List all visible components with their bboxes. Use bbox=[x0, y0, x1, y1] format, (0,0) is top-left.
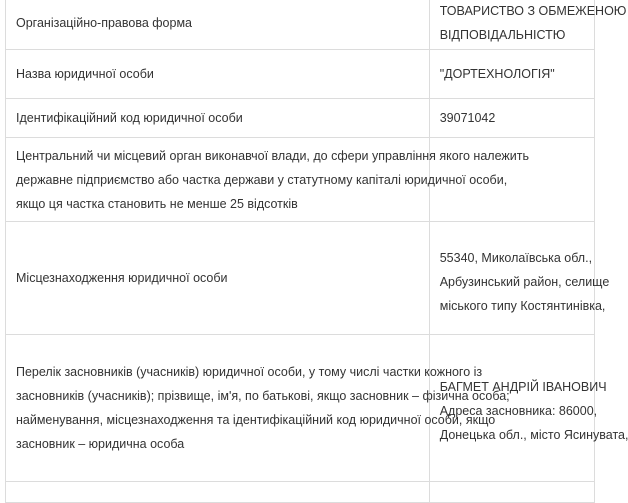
row-identification-code bbox=[6, 99, 595, 138]
row-value bbox=[429, 222, 610, 335]
value-text: "ДОРТЕХНОЛОГІЯ" bbox=[439, 67, 555, 81]
label-text: засновник – юридична особа bbox=[16, 437, 185, 451]
row-value-empty bbox=[429, 482, 594, 503]
value-text: міського типу Костянтинівка, bbox=[439, 299, 606, 313]
label-text: якщо ця частка становить не менше 25 відсотків bbox=[16, 196, 298, 211]
label-text: Місцезнаходження юридичної особи bbox=[16, 271, 228, 285]
row-value bbox=[429, 50, 594, 99]
legal-entity-table bbox=[5, 0, 628, 503]
row-label bbox=[6, 50, 430, 99]
label-text: найменування, місцезнаходження та ідентифікаційний код юридичної особи, якщо bbox=[16, 413, 496, 427]
label-text: Ідентифікаційний код юридичної особи bbox=[16, 111, 243, 125]
row-label bbox=[6, 99, 430, 138]
row-value bbox=[429, 99, 594, 138]
row-entity-name bbox=[6, 50, 595, 99]
label-text: Перелік засновників (учасників) юридичної особи, у тому числі частки кожного із bbox=[16, 365, 483, 379]
value-text: Арбузинський район, селище bbox=[439, 275, 610, 289]
label-text: Назва юридичної особи bbox=[16, 67, 154, 81]
row-value bbox=[429, 335, 628, 482]
row-value bbox=[429, 0, 627, 50]
value-text: 55340, Миколаївська обл., bbox=[439, 251, 593, 265]
row-label bbox=[6, 335, 510, 482]
label-text: Організаційно-правова форма bbox=[16, 16, 192, 30]
value-text: ВІДПОВІДАЛЬНІСТЮ bbox=[439, 28, 566, 42]
row-label-empty bbox=[6, 482, 430, 503]
value-text: Адреса засновника: 86000, bbox=[439, 404, 598, 418]
row-founders bbox=[6, 335, 595, 482]
row-next-partial bbox=[6, 482, 595, 503]
value-text: 39071042 bbox=[439, 111, 496, 125]
value-text: Донецька обл., місто Ясинувата, bbox=[439, 428, 628, 442]
label-text: Центральний чи місцевий орган виконавчої влади, до сфери управління якого належить bbox=[16, 148, 529, 163]
row-label bbox=[6, 222, 430, 335]
label-text: державне підприємство або частка держави у статутному капіталі юридичної особи, bbox=[16, 172, 508, 187]
value-text: БАГМЕТ АНДРІЙ ІВАНОВИЧ bbox=[439, 380, 607, 394]
label-text: засновників (учасників); прізвище, ім'я, по батькові, якщо засновник – фізична особа; bbox=[16, 389, 510, 403]
value-text: ТОВАРИСТВО З ОБМЕЖЕНОЮ bbox=[439, 4, 627, 18]
row-location bbox=[6, 222, 595, 335]
row-label bbox=[6, 138, 529, 222]
row-legal-form bbox=[6, 0, 595, 50]
row-governing-authority bbox=[6, 138, 595, 222]
row-label bbox=[6, 0, 430, 50]
